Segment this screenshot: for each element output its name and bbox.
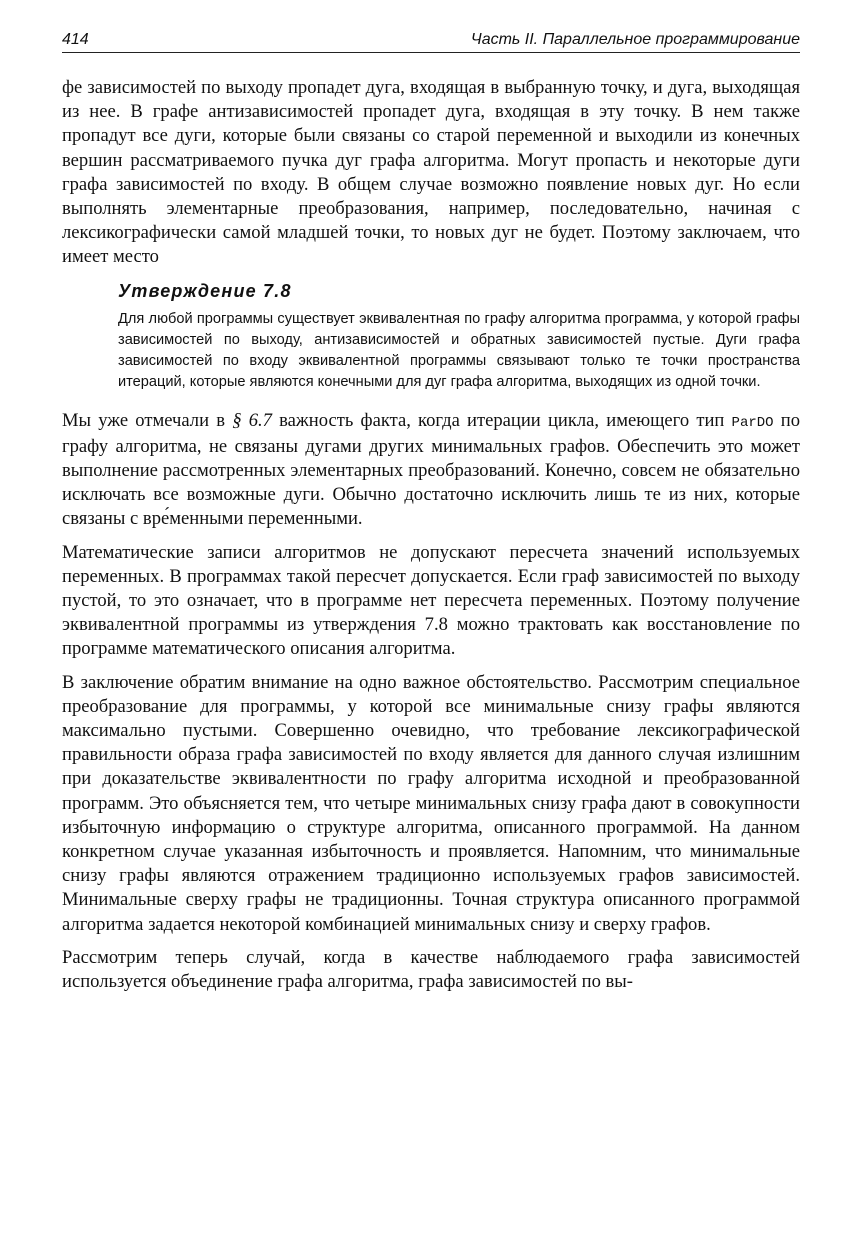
running-head: Часть II. Параллельное программирование — [470, 31, 800, 48]
statement-text: Для любой программы существует эквивалентная по графу алгоритма программа, у которой графы зависимостей по выходу, антизависимостей и обратных зависимостей пустые. Дуги графа зависимостей по входу эквивалентной программы связывают только те точки пространства итераций, которые являются конечными для дуг графа алгоритма, выходящих из одной точки. — [118, 310, 800, 390]
statement-title: Утверждение 7.8 — [118, 280, 292, 301]
paragraph-2 — [62, 409, 800, 532]
section-reference: § 6.7 — [232, 409, 272, 431]
page-header — [62, 28, 800, 53]
statement-block — [118, 279, 800, 393]
paragraph-2-text-a: Мы уже отмечали в — [62, 409, 233, 431]
code-pardo: ParDO — [731, 414, 774, 431]
paragraph-1: фе зависимостей по выходу пропадет дуга, входящая в выбранную точку, и дуга, выходящая из нее. В графе антизависимостей пропадет дуга, входящая в эту точку. В нем также пропадут все дуги, которые были связаны со старой переменной и выходили из конечных вершин рассматриваемого пучка дуг графа алгоритма. Могут пропасть и некоторые дуги графа зависимостей по входу. В общем случае возможно появление новых дуг. Но если выполнять элементарные преобразования, например, последовательно, начиная с лексикографически самой младшей точки, то новых дуг не будет. Поэтому заключаем, что имеет место — [62, 77, 800, 268]
paragraph-5: Рассмотрим теперь случай, когда в качестве наблюдаемого графа зависимостей используется объединение графа алгоритма, графа зависимостей по вы- — [62, 946, 800, 993]
paragraph-4: В заключение обратим внимание на одно важное обстоятельство. Рассмотрим специальное преобразование для программы, у которой все минимальные снизу графы являются максимально пустыми. Совершенно очевидно, что требование лексикографической правильности образа графа зависимостей по входу является для данного случая излишним при доказательстве эквивалентности по графу алгоритма исходной и преобразованной программ. Это объясняется тем, что четыре минимальных снизу графа дают в совокупности избыточную информацию о структуре алгоритма, описанного программой. На данном конкретном случае указанная избыточность и проявляется. Напомним, что минимальные снизу графы являются отражением традиционно используемых графов зависимостей. Минимальные сверху графы не традиционны. Точная структура описанного программой алгоритма задается некоторой комбинацией минимальных снизу и сверху графов. — [62, 671, 800, 935]
page-number: 414 — [62, 31, 89, 48]
paragraph-2-text-b: важность факта, когда итерации цикла, имеющего тип — [271, 409, 732, 431]
paragraph-3: Математические записи алгоритмов не допускают пересчета значений используемых переменных. В программах такой пересчет допускается. Если граф зависимостей по выходу пустой, то это означает, что в программе нет пересчета переменных. Поэтому получение эквивалентной программы из утверждения 7.8 можно трактовать как восстановление по программе математического описания алгоритма. — [62, 541, 800, 660]
paragraph-2-text-c: по графу алгоритма, не связаны дугами других минимальных графов. Обеспечить это может выполнение рассмотренных элементарных преобразований. Конечно, совсем не обязательно исключать все возможные дуги. Обычно достаточно исключить лишь те из них, которые связаны с вре́менными переменными. — [62, 409, 800, 530]
page-body — [62, 76, 800, 994]
